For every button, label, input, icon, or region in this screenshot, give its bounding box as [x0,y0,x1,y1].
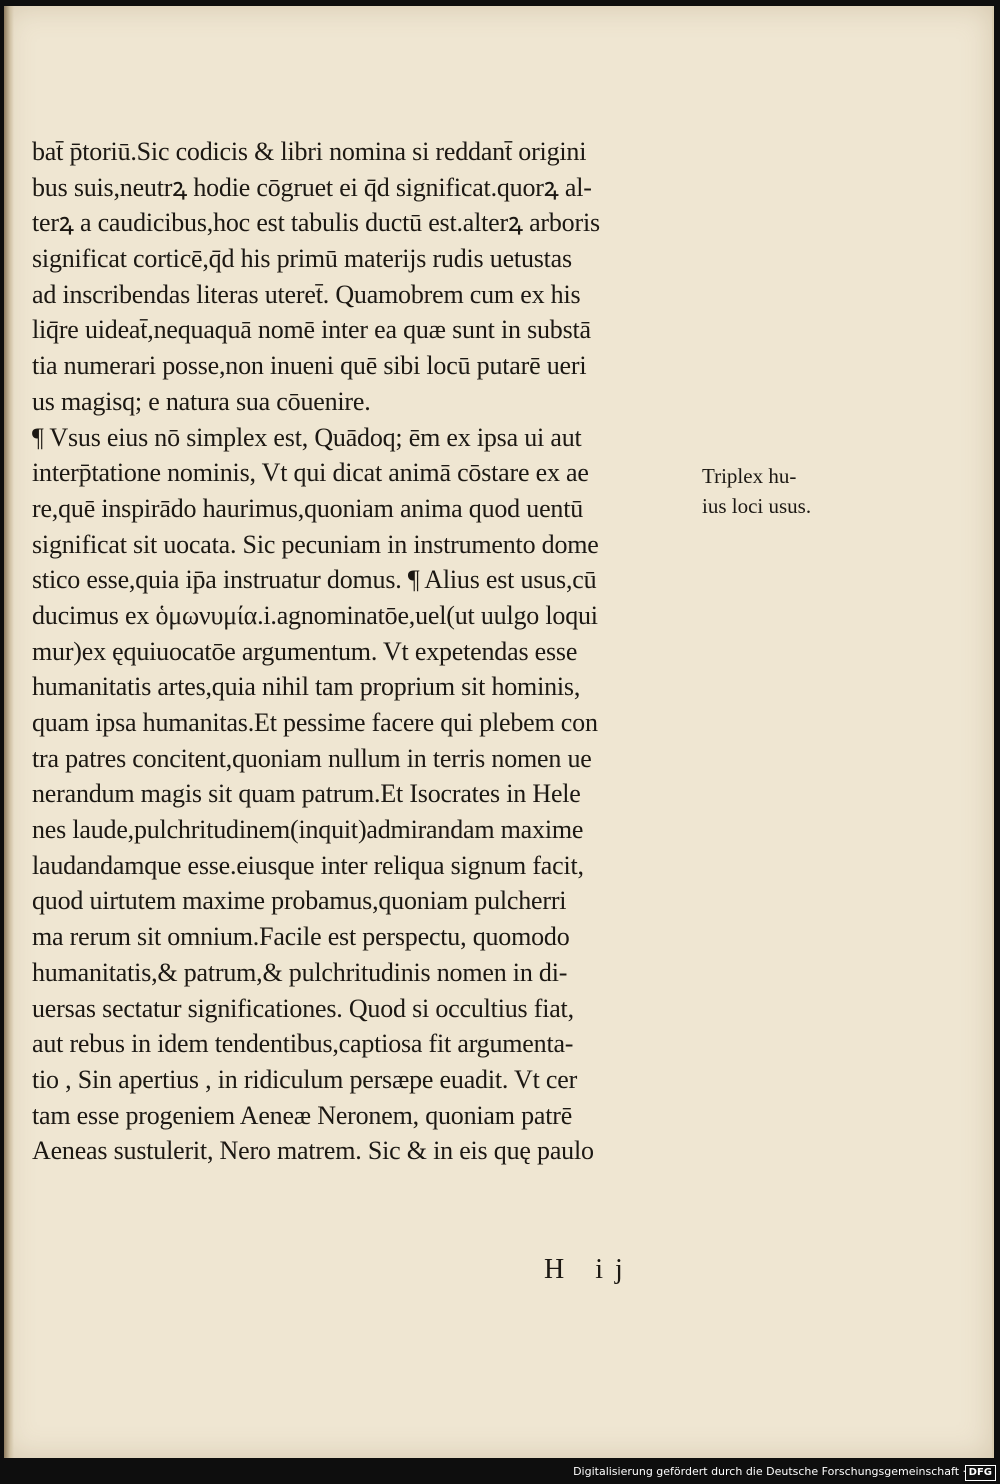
text-line: ma rerum sit omnium.Facile est perspectu, quomodo [32,922,570,952]
text-line: ad inscribendas literas uteret̄. Quamobrem cum ex his [32,279,581,309]
text-line: tia numerari posse,non inueni quē sibi locū putarē ueri [32,351,587,381]
text-line: ducimus ex ὁμωνυμία.i.agnominatōe,uel(ut uulgo loqui [32,600,598,630]
text-line: liq̄re uideat̄,nequaquā nomē inter ea quæ sunt in substā [32,315,591,345]
text-line: terꝝ a caudicibus,hoc est tabulis ductū est.alterꝝ arboris [32,208,600,238]
text-line: laudandamque esse.eiusque inter reliqua signum facit, [32,850,584,880]
text-line: stico esse,quia ip̄a instruatur domus. ¶ Alius est usus,cū [32,565,597,595]
text-line: significat sit uocata. Sic pecuniam in instrumento dome [32,529,599,559]
marginal-note-line: Triplex hu- [702,464,797,488]
marginal-note [702,461,830,521]
text-line: tio , Sin apertius , in ridiculum persæpe euadit. Vt cer [32,1064,578,1094]
text-line: re,quē inspirādo haurimus,quoniam anima quod uentū [32,493,584,523]
text-line: Aeneas sustulerit, Nero matrem. Sic & in eis quę paulo [32,1136,594,1166]
dfg-logo: DFG [965,1465,996,1481]
signature-mark: H ij [544,1254,635,1285]
text-line: quod uirtutem maxime probamus,quoniam pulcherri [32,886,567,916]
text-line: humanitatis artes,quia nihil tam proprium sit hominis, [32,672,581,702]
text-line: us magisq; e natura sua cōuenire. [32,386,371,416]
text-line: quam ipsa humanitas.Et pessime facere qui plebem con [32,708,598,737]
binding-edge [4,6,14,1458]
text-line: nes laude,pulchritudinem(inquit)admirandam maxime [32,815,584,845]
text-line: mur)ex ęquiuocatōe argumentum. Vt expetendas esse [32,636,578,666]
footer-bar [0,1462,1000,1484]
text-line: uersas sectatur significationes. Quod si occultius fiat, [32,993,574,1023]
text-line: bus suis,neutrꝝ hodie cōgruet ei q̄d significat.quorꝝ al- [32,172,592,202]
body-text [32,134,700,1169]
text-line: tam esse progeniem Aeneæ Neronem, quoniam patrē [32,1100,573,1130]
text-line: aut rebus in idem tendentibus,captiosa fit argumenta- [32,1029,574,1059]
book-page [4,6,994,1458]
text-line: tra patres concitent,quoniam nullum in terris nomen ue [32,743,592,773]
text-line: nerandum magis sit quam patrum.Et Isocrates in Hele [32,779,581,809]
marginal-note-line: ius loci usus. [702,494,812,518]
text-line: significat corticē,q̄d his primū materijs rudis uetustas [32,244,572,274]
funding-credit: Digitalisierung gefördert durch die Deutsche Forschungsgemeinschaft · [573,1465,966,1478]
text-line: ¶ Vsus eius nō simplex est, Quādoq; ēm ex ipsa ui aut [32,422,582,452]
text-line: bat̄ p̄toriū.Sic codicis & libri nomina si reddant̄ origini [32,137,587,166]
text-line: humanitatis,& patrum,& pulchritudinis nomen in di- [32,957,568,987]
text-line: interp̄tatione nominis, Vt qui dicat animā cōstare ex ae [32,458,589,488]
